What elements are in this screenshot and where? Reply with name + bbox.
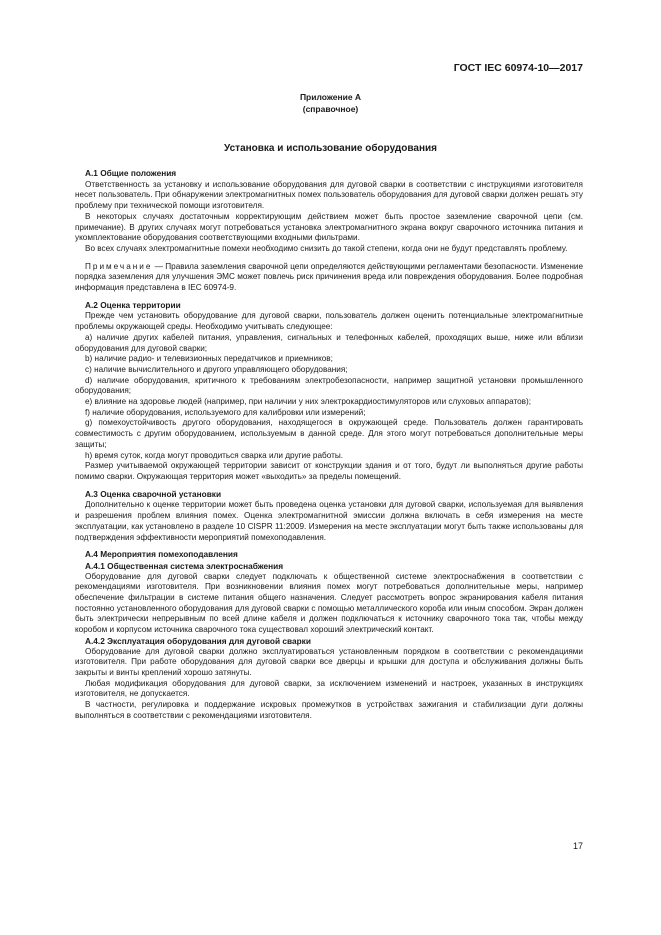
note-text: — Правила заземления сварочной цепи определяются действующими регламентами безопасности. Изменение порядка заземления для улучшения ЭМС может повлечь риск причинения вреда или повреждения оборудования. Более подробная информация представлена в IEC 60974-9. — [75, 261, 583, 293]
list-item: h) время суток, когда могут проводиться сварка или другие работы. — [85, 450, 344, 460]
section-heading: А.4 Мероприятия помехоподавления — [85, 549, 238, 560]
annex-title: Установка и использование оборудования — [224, 143, 437, 154]
section-a3 — [75, 489, 583, 544]
list-item: f) наличие оборудования, используемого для калибровки или измерений; — [85, 407, 366, 417]
annex-type: (справочное) — [302, 104, 359, 114]
annex-label: Приложение А — [299, 92, 362, 102]
list-item: d) наличие оборудования, критичного к требованиям электробезопасности, например защитной установки промышленного оборудования; — [75, 375, 583, 396]
section-heading: А.1 Общие положения — [85, 168, 177, 178]
paragraph: Ответственность за установку и использование оборудования для дуговой сварки в соответствии с инструкциями изготовителя несет пользователь. При обнаружении электромагнитных помех пользователь оборудования для дуговой сварки должен решать эту проблему при технической помощи изготовителя. — [75, 179, 583, 211]
paragraph: В частности, регулировка и поддержание искровых промежутков в устройствах зажигания и стабилизации дуги должны выполняться в соответствии с рекомендациями изготовителя. — [75, 700, 583, 720]
paragraph: Любая модификация оборудования для дуговой сварки, за исключением изменений и настроек, указанных в инструкциях изготовителя, не допускается. — [75, 678, 583, 699]
annex-header — [0, 91, 661, 115]
list-item: c) наличие вычислительного и другого управляющего оборудования; — [85, 364, 348, 374]
standard-code: ГОСТ IEC 60974-10—2017 — [453, 62, 583, 74]
list-item: e) влияние на здоровье людей (например, при наличии у них электрокардиостимуляторов или слуховых аппаратов); — [85, 397, 532, 407]
subsection-heading: А.4.1 Общественная система электроснабжения — [85, 560, 284, 571]
section-heading: А.2 Оценка территории — [85, 299, 181, 310]
section-a4 — [75, 549, 583, 721]
paragraph: Оборудование для дуговой сварки должно эксплуатироваться установленным порядком в соответствии с рекомендациями изготовителя. При работе оборудования для дуговой сварки все дверцы и крышки для доступа и обслуживания должны быть закрыты и винты креплений хорошо затянуты. — [75, 646, 583, 677]
subsection-heading: А.4.2 Эксплуатация оборудования для дуговой сварки — [85, 635, 311, 646]
document-body — [75, 168, 583, 721]
section-heading: А.3 Оценка сварочной установки — [85, 488, 222, 499]
list-item: a) наличие других кабелей питания, управления, сигнальных и телефонных кабелей, проходящих выше, ниже или вблизи оборудования для дуговой сварки; — [75, 332, 583, 353]
list-item: g) помехоустойчивость другого оборудования, находящегося в окружающей среде. Пользователь должен гарантировать совместимость с другим оборудованием, используемым в данной среде. Для этого могут потребоваться дополнительные меры защиты; — [75, 418, 583, 449]
section-a1 — [75, 168, 583, 294]
section-a2 — [75, 300, 583, 483]
note-label: Примечание — [85, 261, 153, 271]
note — [75, 262, 583, 294]
paragraph: В некоторых случаях достаточным корректирующим действием может быть простое заземление сварочной цепи (см. примечание). В других случаях могут потребоваться установка электромагнитного экрана вокруг сварочного источника питания и укомплектование оборудования соответствующими входными фильтрами. — [75, 211, 583, 243]
paragraph: Во всех случаях электромагнитные помехи необходимо снизить до такой степени, когда они не будут представлять проблему. — [85, 243, 568, 253]
paragraph: Прежде чем установить оборудование для дуговой сварки, пользователь должен оценить потенциальные электромагнитные проблемы окружающей среды. Необходимо учитывать следующее: — [75, 311, 583, 332]
paragraph: Дополнительно к оценке территории может быть проведена оценка установки для дуговой сварки, используемая для выявления и разрешения проблем влияния помех. Оценка электромагнитной эмиссии должна включать в себя измерения на месте эксплуатации, как установлено в разделе 10 CISPR 11:2009. Измерения на месте эксплуатации могут быть также использованы для подтверждения эффективности мероприятий помехоподавления. — [75, 500, 583, 542]
paragraph: Размер учитываемой окружающей территории зависит от конструкции здания и от того, будут ли выполняться другие работы помимо сварки. Окружающая территория может «выходить» за пределы помещений. — [75, 461, 583, 481]
paragraph: Оборудование для дуговой сварки следует подключать к общественной системе электроснабжения в соответствии с рекомендациями изготовителя. При возникновении влияния помех могут потребоваться дополнительные меры, например обеспечение фильтрации в системе питания общего назначения. Следует рассмотреть вопрос экранирования кабеля питания постоянно установленного оборудования для дуговой сварки с помощью металлического короба или иным способом. Экран должен быть электрически непрерывным по всей длине кабеля и должен подключаться к источнику сварочного тока так, чтобы между коробом и корпусом источника сварочного тока существовал хороший электрический контакт. — [75, 571, 583, 635]
list-item: b) наличие радио- и телевизионных передатчиков и приемников; — [85, 354, 333, 364]
page-number: 17 — [572, 841, 583, 851]
